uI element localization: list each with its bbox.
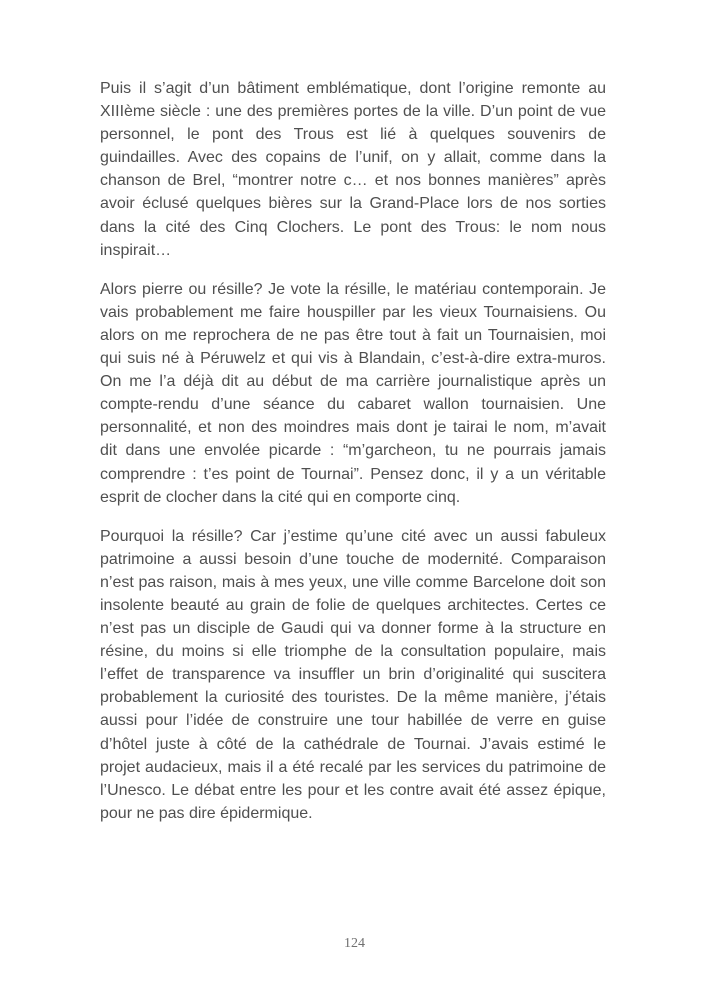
text-line: Alors pierre ou résille? Je vote la résille, le matériau contemporain. Je [100,280,606,298]
text-line: l’Unesco. Le débat entre les pour et les contre avait été assez épique, [100,781,606,799]
text-line: avoir éclusé quelques bières sur la Grand-Place lors de nos sorties [100,195,606,213]
text-line: projet audacieux, mais il a été recalé par les services du patrimoine de [100,758,606,776]
text-line: guindailles. Avec des copains de l’unif, on y allait, comme dans la [100,149,606,167]
paragraph [100,77,606,262]
text-line: compte-rendu d’une séance du cabaret wallon tournaisien. Une [100,396,606,414]
text-line: insolente beauté au grain de folie de quelques architectes. Certes ce [100,596,606,614]
text-line: probablement la curiosité des touristes. De la même manière, j’étais [100,689,606,707]
text-line: esprit de clocher dans la cité qui en comporte cinq. [100,488,461,506]
text-line: résine, du moins si elle triomphe de la consultation populaire, mais [100,643,606,661]
text-line: inspirait… [100,241,172,259]
text-line: Pourquoi la résille? Car j’estime qu’une cité avec un aussi fabuleux [100,527,606,545]
text-line: n’est pas raison, mais à mes yeux, une ville comme Barcelone doit son [100,573,606,591]
text-line: patrimoine a aussi besoin d’une touche de modernité. Comparaison [100,550,606,568]
text-line: Puis il s’agit d’un bâtiment emblématique, dont l’origine remonte au [100,80,606,97]
text-line: pour ne pas dire épidermique. [100,804,313,822]
text-line: alors on me reprochera de ne pas être tout à fait un Tournaisien, moi [100,326,606,344]
text-line: personnalité, et non des moindres mais dont je tairai le nom, m’avait [100,419,606,437]
paragraph [100,278,606,509]
paragraph [100,525,606,825]
page-number: 124 [344,936,365,951]
text-line: d’hôtel juste à côté de la cathédrale de Tournai. J’avais estimé le [100,735,606,753]
text-line: aussi pour l’idée de construire une tour habillée de verre en guise [100,712,606,730]
text-line: On me l’a déjà dit au début de ma carrière journalistique après un [100,373,606,391]
text-line: comprendre : t’es point de Tournai”. Pensez donc, il y a un véritable [100,465,606,483]
text-line: chanson de Brel, “montrer notre c… et nos bonnes manières” après [100,172,606,190]
text-line: XIIIème siècle : une des premières portes de la ville. D’un point de vue [100,103,606,121]
text-line: qui suis né à Péruwelz et qui vis à Blandain, c’est-à-dire extra-muros. [100,350,606,368]
text-line: vais probablement me faire houspiller par les vieux Tournaisiens. Ou [100,303,606,321]
text-line: personnel, le pont des Trous est lié à quelques souvenirs de [100,126,606,144]
text-line: dans la cité des Cinq Clochers. Le pont des Trous: le nom nous [100,218,606,236]
text-line: n’est pas un disciple de Gaudi qui va donner forme à la structure en [100,620,606,638]
text-line: l’effet de transparence va insuffler un brin d’originalité qui suscitera [100,666,606,684]
text-block [100,77,606,841]
text-line: dit dans une envolée picarde : “m’garcheon, tu ne pourrais jamais [100,442,606,460]
